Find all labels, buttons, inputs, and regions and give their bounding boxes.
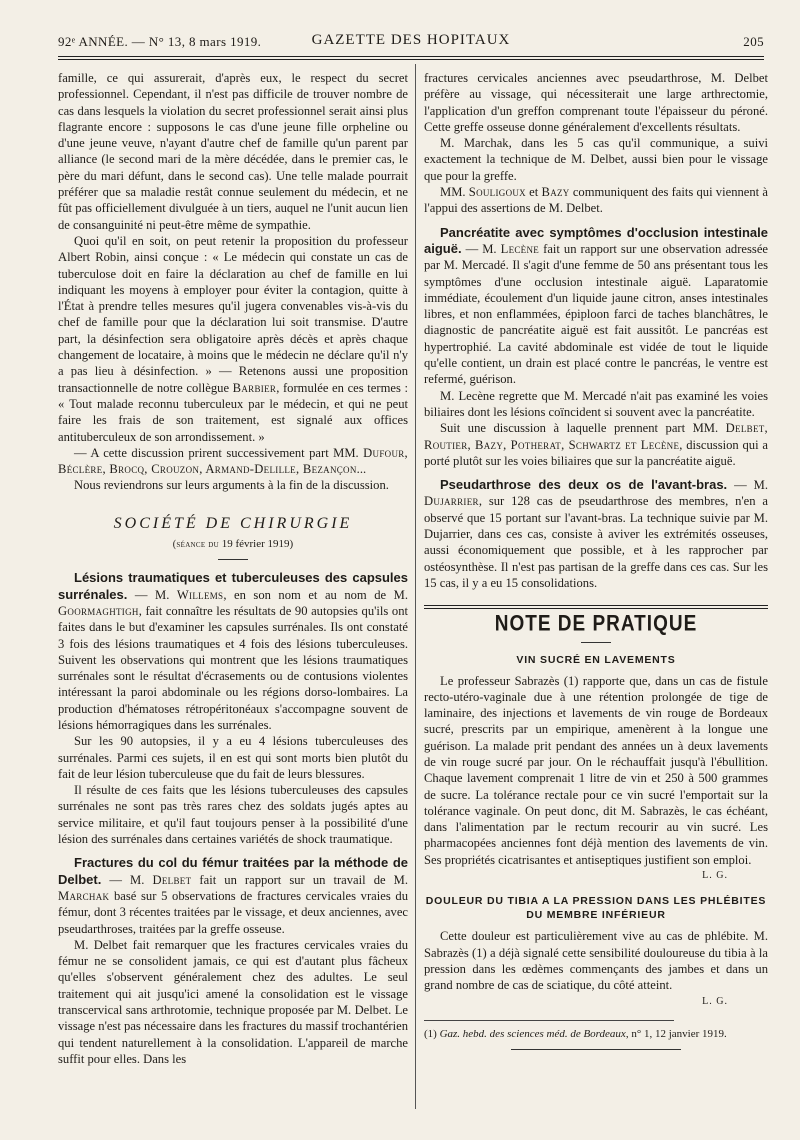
- column-divider: [415, 64, 416, 1109]
- header-rule: [58, 56, 764, 60]
- paragraph: MM. Souligoux et Bazy communiquent des faits qui viennent à l'appui des assertions de M. Delbet.: [424, 185, 768, 216]
- end-ornament: [511, 1049, 681, 1050]
- article-paragraph: Pseudarthrose des deux os de l'avant-bras. — M. Dujarrier, sur 128 cas de pseudarthrose des membres, n'en a observé que 15 portant sur l'avant-bras. La technique suivie par M. Dujarrier, dans ces cas, consiste à aviver les extrémités osseuses, aussi économiquement que possible, et à les rapprocher par ostéosynthèse. Il n'est pas partisan de la greffe dans ces cas. Sur les 15 cas, il y a eu 15 consolidations.: [424, 477, 768, 590]
- paragraph: — A cette discussion prirent successivement part MM. Dufour, Béclère, Brocq, Crouzon, Armand-Delille, Bezançon...: [58, 445, 408, 477]
- paragraph: Sur les 90 autopsies, il y a eu 4 lésions tuberculeuses des surrénales. Parmi ces sujets, il en est qui sont morts bien plutôt du fait de leur lésion tuberculeuse que du fait de leurs blessures.: [58, 734, 408, 781]
- paragraph: Quoi qu'il en soit, on peut retenir la proposition du professeur Albert Robin, ainsi conçue : « Le médecin qui constate un cas de tuberculose doit en faire la déclaration au chef de famille en lui indiquant les moyens à employer pour éviter la contagion, quitte à l'État à prendre telles mesures qu'il jugera convenables vis-à-vis du chef de famille pour que la déclaration lui soit transmise. D'autre part, la désinfection sera obligatoire après décès et après chaque changement de locataire, à moins que le médecin ne déclare qu'il n'y a pas lieu à désinfection. » — Retenons aussi une proposition transactionnelle de notre collègue Barbier, formulée en ces termes : « Tout malade reconnu tuberculeux par le médecin, et qui ne peut faire les frais de son traitement, est signalé aux offices antituberculeux de son arrondissement. »: [58, 233, 408, 444]
- footnote-rule: [424, 1020, 674, 1021]
- article-paragraph: Pancréatite avec symptômes d'occlusion intestinale aiguë. — M. Lecène fait un rapport sur une observation adressée par M. Mercadé. Il s'agit d'une femme de 50 ans présentant tous les symptômes d'une occlusion intestinale aiguë. Laparatomie immédiate, écoulement d'un liquide jaune citron, anses intestinales libres, et non enflammées, épiploon farci de taches blanchâtres, le diagnostic de pancréatite aiguë est fait aussitôt. Le pancréas est hypertrophié. La cavité abdominale est vidée de tout le liquide qu'elle contient, un drain est placé contre le pancréas, le ventre est refermé, guérison.: [424, 224, 768, 387]
- note-heading: VIN SUCRÉ EN LAVEMENTS: [516, 653, 676, 666]
- signature-initials: L. G.: [702, 870, 728, 882]
- article-heading: Fractures du col du fémur traitées par la méthode de Delbet.: [58, 855, 408, 887]
- article-paragraph: Lésions traumatiques et tuberculeuses des capsules surrénales. — M. Willems, en son nom et au nom de M. Goormaghtigh, fait connaître les résultats de 90 autopsies qu'ils ont faites dans le but d'examiner les capsules surrénales. Ils ont constaté 3 fois des lésions traumatiques et 4 fois des lésions tuberculeuses. Suivent les observations qui montrent que les lésions traumatiques surrénales sont le résultat d'écrasements ou de contusions violentes intéressant la paroi abdominale ou les régions dorso-lombaires. La production d'hématoses rétropéritonéaux s'accompagne souvent de lésions hémorragiques dans les surrénales.: [58, 570, 408, 732]
- journal-title: GAZETTE DES HOPITAUX: [311, 32, 511, 48]
- article-heading: Pancréatite avec symptômes d'occlusion intestinale aiguë.: [424, 224, 768, 256]
- paragraph: famille, ce qui assurerait, d'après eux, le respect du secret professionnel. Cependant, il n'est pas difficile de trouver nombre de cas dans lesquels la violation du secret professionnel serait ainsi plus flagrante encore : supposons le cas d'une jeune fille orpheline ou d'une jeune veuve, n'ayant d'autre chef de famille qu'un parent par alliance (le second mari de la mère décédée, dans le premier cas, le père du mari défunt, dans le second cas). Une telle malade pourrait préférer que sa maladie restât connue seulement du médecin, et ne fût pas officiellement divulguée à un tiers, auquel ne l'unit aucun lien de consanguinité ni peut-être même de sympathie.: [58, 71, 408, 232]
- paragraph: Le professeur Sabrazès (1) rapporte que, dans un cas de fistule recto-utéro-vaginale due à une rétention prolongée de tige de laminaire, des injections et lavements de vin rouge de Bordeaux sucré, prescrits par un empirique, amenèrent à la longue une guérison. La malade prit pendant des années un à deux lavements de vin rouge sucré par jour. On le réchauffait jusqu'à l'ébullition. Chaque lavement comprenait 1 litre de vin et 250 à 500 grammes de sucre. La tolérance rectale pour ce vin sucré l'emportait sur la tolérance vaginale. On peut donc, dit M. Sabrazès, le cas échéant, dans l'alimentation par le rectum recourir au vin sucré. Les pharmacopées anciennes font déjà mention des lavements de vin. Ses propriétés cicatrisantes et antiseptiques justifient son emploi.: [424, 673, 768, 867]
- paragraph: M. Marchak, dans les 5 cas qu'il communique, a suivi exactement la technique de M. Delbet, aussi bien pour le vissage que pour la greffe.: [424, 136, 768, 183]
- right-column: [424, 70, 768, 1110]
- session-date: (séance du 19 février 1919): [172, 538, 294, 551]
- article-heading: Lésions traumatiques et tuberculeuses des capsules surrénales.: [58, 570, 408, 602]
- note-rule: [424, 605, 768, 609]
- note-title: NOTE DE PRATIQUE: [494, 612, 698, 637]
- paragraph: Il résulte de ces faits que les lésions tuberculeuses des capsules surrénales ne sont pas très rares chez des soldats jugés aptes au service militaire, et qu'il faut toujours penser à la possibilité d'une lésion des surrénales dans certaines variétés de shock traumatique.: [58, 783, 408, 847]
- divider: [218, 559, 248, 560]
- article-paragraph: Fractures du col du fémur traitées par la méthode de Delbet. — M. Delbet fait un rapport sur un travail de M. Marchak basé sur 5 observations de fractures cervicales vraies du fémur, dont 3 récentes traitées par le vissage, et deux anciennes, avec pseudarthroses, traitées par la greffe osseuse.: [58, 855, 408, 936]
- signature-initials: L. G.: [702, 995, 728, 1007]
- divider: [581, 642, 611, 643]
- page-number: 205: [743, 34, 764, 49]
- paragraph: M. Delbet fait remarquer que les fractures cervicales vraies du fémur ne se consolident jamais, ce qui est d'autant plus fâcheux qu'elles s'observent généralement chez des adultes. Le seul traitement qui ait jusqu'ici amené la consolidation est le vissage transcervical sans arthrotomie, technique proposée par M. Delbet. Le vissage n'est pas nécessaire dans les fractures du massif trochantérien qui tendent naturellement à la consolidation. L'appareil de marche suffit pour elles. Dans les: [58, 937, 408, 1066]
- paragraph: Suit une discussion à laquelle prennent part MM. Delbet, Routier, Bazy, Potherat, Schwartz et Lecène, discussion qui a porté plutôt sur les voies biliaires que sur la pancréatite aiguë.: [424, 421, 768, 468]
- running-head: [58, 30, 764, 52]
- left-column: [58, 70, 408, 1110]
- issue-info: 92ᵉ ANNÉE. — N° 13, 8 mars 1919.: [58, 34, 262, 49]
- paragraph: Cette douleur est particulièrement vive au cas de phlébite. M. Sabrazès (1) a déjà signalé cette sensibilité douloureuse du tibia à la pression dans les œdèmes commençants des jambes et dans un grand nombre de cas de sciatique, du côté atteint.: [424, 929, 768, 993]
- section-title: SOCIÉTÉ DE CHIRURGIE: [113, 514, 353, 532]
- paragraph: fractures cervicales anciennes avec pseudarthrose, M. Delbet préfère au vissage, qui nécessiterait une large arthrectomie, l'application d'un greffon comprenant toute l'épaisseur du péroné. Cette greffe osseuse donne généralement d'excellents résultats.: [424, 71, 768, 134]
- paragraph: Nous reviendrons sur leurs arguments à la fin de la discussion.: [74, 478, 389, 493]
- article-heading: Pseudarthrose des deux os de l'avant-bras.: [440, 477, 728, 493]
- note-heading: DOULEUR DU TIBIA A LA PRESSION DANS LES PHLÉBITES DU MEMBRE INFÉRIEUR: [425, 895, 767, 922]
- footnote: (1) Gaz. hebd. des sciences méd. de Bordeaux, n° 1, 12 janvier 1919.: [424, 1027, 727, 1040]
- paragraph: M. Lecène regrette que M. Mercadé n'ait pas examiné les voies biliaires dont les lésions coïncident si souvent avec la pancréatite.: [424, 388, 768, 419]
